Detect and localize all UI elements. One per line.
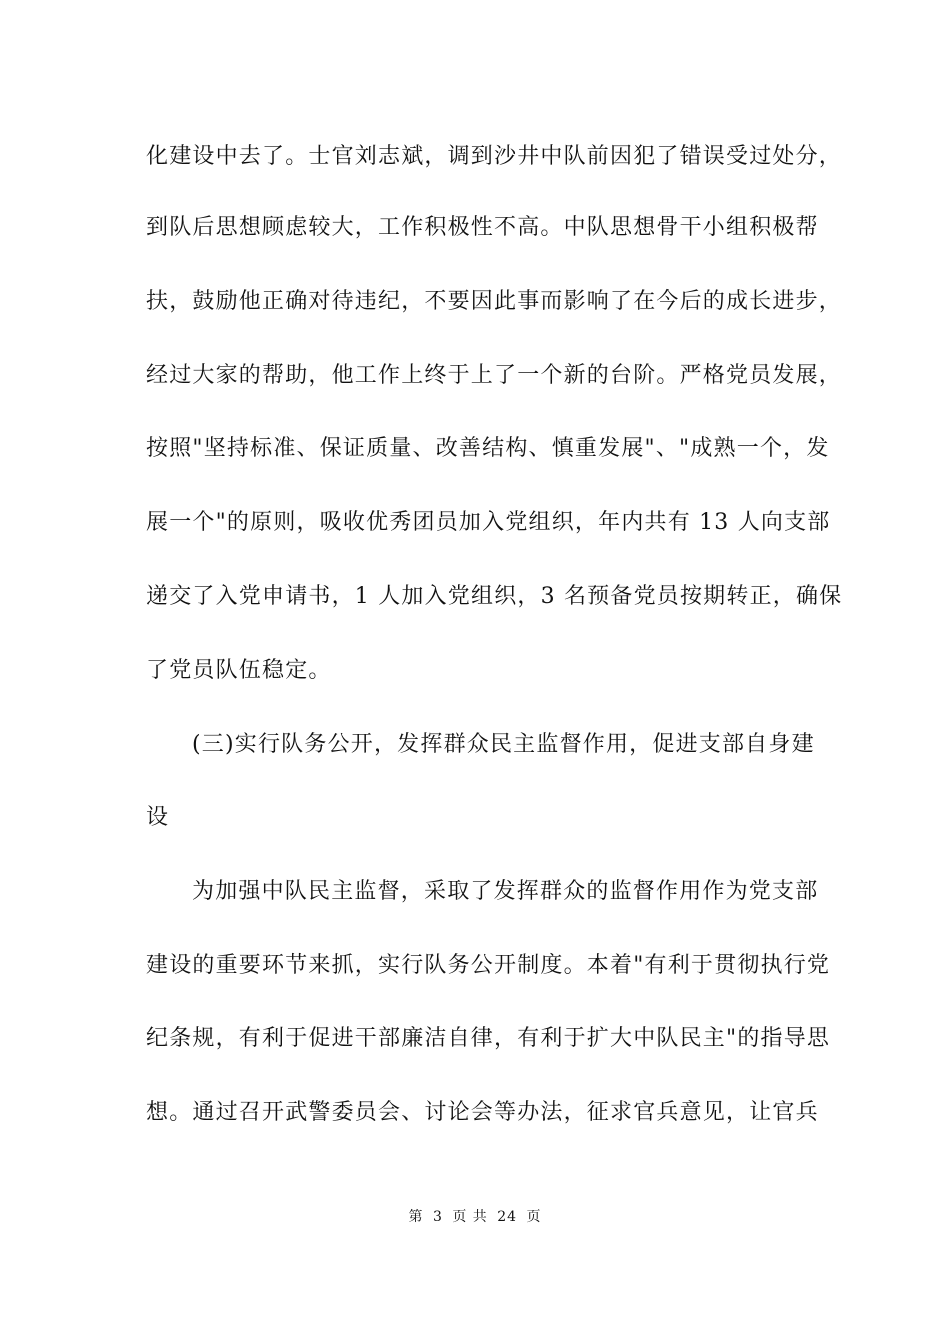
paragraph-line: 化建设中去了。士官刘志斌，调到沙井中队前因犯了错误受过处分， <box>146 144 843 169</box>
paragraph-line: 到队后思想顾虑较大，工作积极性不高。中队思想骨干小组积极帮 <box>146 215 819 240</box>
paragraph-line: 展一个"的原则，吸收优秀团员加入党组织，年内共有 13 人向支部 <box>146 510 831 535</box>
paragraph-line: 经过大家的帮助，他工作上终于上了一个新的台阶。严格党员发展， <box>146 363 843 388</box>
paragraph-line: 纪条规，有利于促进干部廉洁自律，有利于扩大中队民主"的指导思 <box>146 1026 831 1051</box>
paragraph-line: 想。通过召开武警委员会、讨论会等办法，征求官兵意见，让官兵 <box>146 1100 819 1125</box>
footer-middle: 页 共 <box>452 1209 488 1225</box>
total-pages-number: 24 <box>497 1209 518 1225</box>
paragraph-line: 按照"坚持标准、保证质量、改善结构、慎重发展"、"成熟一个，发 <box>146 436 830 461</box>
paragraph-line: 了党员队伍稳定。 <box>146 658 332 683</box>
section-heading-line: 设 <box>146 805 170 830</box>
paragraph-line: 扶，鼓励他正确对待违纪，不要因此事而影响了在今后的成长进步， <box>146 289 843 314</box>
paragraph-line: 为加强中队民主监督，采取了发挥群众的监督作用作为党支部 <box>192 879 819 904</box>
paragraph-line: 建设的重要环节来抓，实行队务公开制度。本着"有利于贯彻执行党 <box>146 953 831 978</box>
paragraph-line: 递交了入党申请书，1 人加入党组织，3 名预备党员按期转正，确保 <box>146 584 843 609</box>
footer-prefix: 第 <box>408 1209 424 1225</box>
footer-suffix: 页 <box>526 1209 542 1225</box>
current-page-number: 3 <box>432 1209 443 1225</box>
section-heading-line: (三)实行队务公开，发挥群众民主监督作用，促进支部自身建 <box>192 732 815 757</box>
page-footer <box>0 1207 950 1227</box>
